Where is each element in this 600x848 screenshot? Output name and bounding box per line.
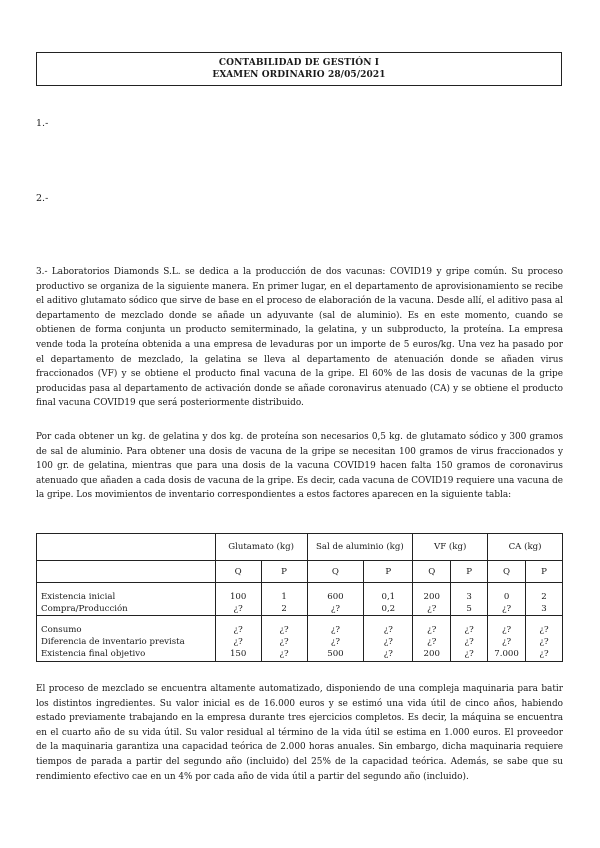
subheader-q: Q [413, 561, 451, 583]
row-label: Existencia final objetivo [41, 649, 146, 659]
cell-value: 200 [423, 592, 440, 602]
cell-value: ¿? [383, 625, 393, 635]
cell-value: 0 [503, 592, 510, 602]
cell-value: 500 [327, 649, 344, 659]
table-header-row [37, 534, 563, 561]
table-row [37, 583, 563, 616]
cell-value: 3 [541, 604, 547, 614]
question-2-label: 2.- [36, 193, 49, 204]
table-cell [215, 583, 261, 616]
cell-value: ¿? [330, 625, 341, 635]
cell-value: 2 [541, 592, 547, 602]
table-cell [261, 583, 307, 616]
cell-value: 0,1 [381, 592, 396, 602]
inventory-table [36, 533, 563, 662]
row-label: Consumo [41, 625, 82, 635]
cell-value: 200 [423, 649, 440, 659]
column-header: Sal de aluminio (kg) [307, 534, 413, 561]
cell-value: ¿? [279, 649, 289, 659]
table-cell [261, 616, 307, 662]
table-cell [364, 583, 413, 616]
exam-title: EXAMEN ORDINARIO 28/05/2021 [212, 70, 386, 80]
cell-value: 0,2 [381, 604, 396, 614]
table-corner-cell [37, 534, 216, 561]
cell-value: 3 [466, 592, 472, 602]
question-3-statement: 3.- Laboratorios Diamonds S.L. se dedica a la producción de dos vacunas: COVID19 y gripe común. Su proceso productivo se organiza de la siguiente manera. En primer lugar, en el departamento de aprovisionamiento se recibe el aditivo glutamato sódico que sirve de base en el proceso de elaboración de la vacuna. Desde allí, el aditivo pasa al departamento de mezclado donde se añade un adyuvante (sal de aluminio). Es en este momento, cuando se obtienen de forma conjunta un producto semiterminado, la gelatina, y un subproducto, la proteína. La empresa vende toda la proteína obtenida a una empresa de levaduras por un importe de 5 euros/kg. Una vez ha pasado por el departamento de mezclado, la gelatina se lleva al departamento de atenuación donde se añaden virus fraccionados (VF) y se obtiene el producto final vacuna de la gripe. El 60% de las dosis de vacunas de la gripe producidas pasa al departamento de activación donde se añade coronavirus atenuado (CA) y se obtiene el producto final vacuna COVID19 que será posteriormente distribuido. [36, 267, 563, 409]
column-header: CA (kg) [488, 534, 563, 561]
cell-value: 100 [229, 592, 247, 602]
cell-value: 5 [466, 604, 472, 614]
table-cell [526, 583, 563, 616]
table-cell [215, 616, 261, 662]
table-row [37, 616, 563, 662]
cell-value: ¿? [383, 637, 393, 647]
cell-value: ¿? [279, 625, 289, 635]
cell-value: ¿? [501, 604, 512, 614]
table-cell [307, 583, 364, 616]
subheader-p: P [526, 561, 563, 583]
cell-value: ¿? [539, 649, 549, 659]
row-label: Compra/Producción [41, 604, 128, 614]
subheader-p: P [451, 561, 488, 583]
table-subheader-row [37, 561, 563, 583]
table-cell [488, 616, 526, 662]
table-cell [413, 583, 451, 616]
table-cell [488, 583, 526, 616]
table-cell [451, 616, 488, 662]
cell-value: ¿? [464, 637, 474, 647]
cell-value: ¿? [539, 625, 549, 635]
cell-value: ¿? [233, 637, 243, 647]
subheader-q: Q [215, 561, 261, 583]
requirements-paragraph: Por cada obtener un kg. de gelatina y dos kg. de proteína son necesarios 0,5 kg. de glutamato sódico y 300 gramos de sal de aluminio. Para obtener una dosis de vacuna de la gripe se necesitan 100 gramos de virus fraccionados y 100 gr. de gelatina, mientras que para una dosis de la vacuna COVID19 hacen falta 150 gramos de coronavirus atenuado que añaden a cada dosis de vacuna de la gripe. Es decir, cada vacuna de COVID19 requiere una vacuna de la gripe. Los movimientos de inventario correspondientes a estos factores aparecen en la siguiente tabla: [36, 432, 563, 501]
cell-value: 600 [327, 592, 344, 602]
subheader-q: Q [488, 561, 526, 583]
cell-value: 7.000 [494, 649, 519, 659]
cell-value: ¿? [501, 625, 512, 635]
table-cell [451, 583, 488, 616]
cell-value: ¿? [427, 604, 437, 614]
table-cell [364, 616, 413, 662]
cell-value: ¿? [427, 637, 437, 647]
cell-value: ¿? [539, 637, 549, 647]
table-blank-cell [37, 561, 216, 583]
table-cell [526, 616, 563, 662]
course-title: CONTABILIDAD DE GESTIÓN I [218, 58, 380, 68]
subheader-p: P [261, 561, 307, 583]
cell-value: ¿? [279, 637, 289, 647]
question-1-label: 1.- [36, 118, 49, 129]
cell-value: 1 [281, 592, 287, 602]
row-labels [37, 616, 216, 662]
column-header: Glutamato (kg) [215, 534, 307, 561]
cell-value: ¿? [330, 637, 341, 647]
row-labels [37, 583, 216, 616]
exam-header [36, 52, 562, 86]
cell-value: ¿? [383, 649, 393, 659]
machinery-paragraph: El proceso de mezclado se encuentra altamente automatizado, disponiendo de una compleja maquinaria para batir los distintos ingredientes. Su valor inicial es de 16.000 euros y se estimó una vida útil de cinco años, habiendo estado previamente trabajando en la empresa durante tres ejercicios completos. Es decir, la máquina se encuentra en el cuarto año de su vida útil. Su valor residual al término de la vida útil se estima en 1.000 euros. El proveedor de la maquinaria garantiza una capacidad teórica de 2.000 horas anuales. Sin embargo, dicha maquinaria requiere tiempos de parada a partir del segundo año (incluido) del 25% de la capacidad teórica. Además, se sabe que su rendimiento efectivo cae en un 4% por cada año de vida útil a partir del segundo año (incluido). [36, 684, 563, 782]
subheader-q: Q [307, 561, 364, 583]
column-header: VF (kg) [413, 534, 488, 561]
cell-value: 2 [281, 604, 287, 614]
cell-value: ¿? [233, 604, 243, 614]
table-cell [307, 616, 364, 662]
cell-value: ¿? [427, 625, 437, 635]
cell-value: ¿? [330, 604, 341, 614]
cell-value: 150 [229, 649, 247, 659]
cell-value: ¿? [464, 649, 474, 659]
cell-value: ¿? [233, 625, 243, 635]
table-cell [413, 616, 451, 662]
row-label: Existencia inicial [41, 592, 116, 602]
row-label: Diferencia de inventario prevista [41, 637, 185, 647]
subheader-p: P [364, 561, 413, 583]
cell-value: ¿? [501, 637, 512, 647]
cell-value: ¿? [464, 625, 474, 635]
